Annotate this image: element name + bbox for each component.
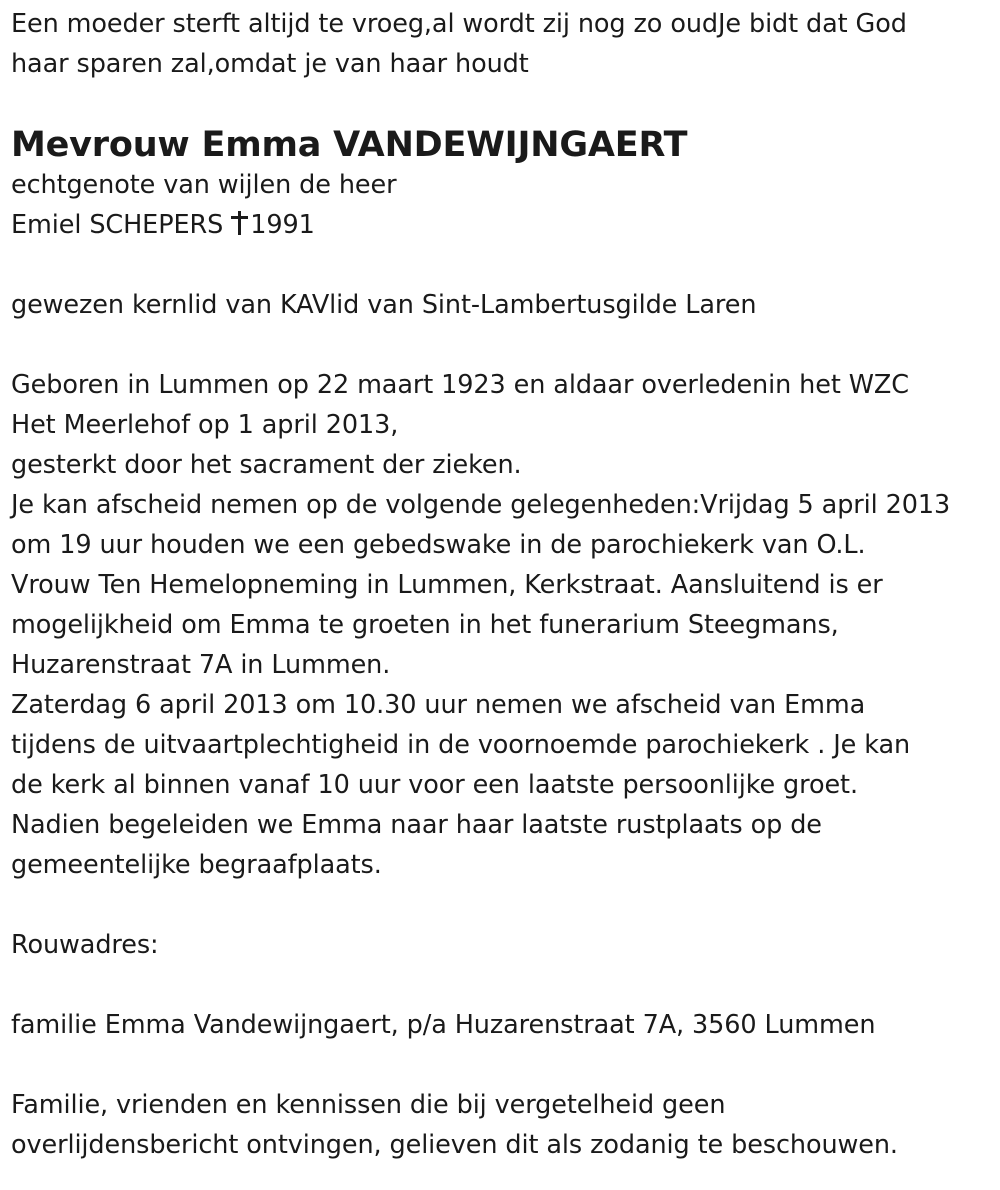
body-paragraph <box>11 365 991 885</box>
closing-line: overlijdensbericht ontvingen, gelieven dit als zodanig te beschouwen. <box>11 1130 898 1160</box>
address-text: familie Emma Vandewijngaert, p/a Huzarenstraat 7A, 3560 Lummen <box>11 1010 876 1040</box>
body-line: Nadien begeleiden we Emma naar haar laatste rustplaats op de <box>11 810 822 840</box>
body-line: Vrouw Ten Hemelopneming in Lummen, Kerkstraat. Aansluitend is er <box>11 570 883 600</box>
body-line: Het Meerlehof op 1 april 2013, <box>11 410 399 440</box>
spacer <box>11 325 991 365</box>
body-line: Je kan afscheid nemen op de volgende gelegenheden:Vrijdag 5 april 2013 <box>11 490 951 520</box>
body-line: om 19 uur houden we een gebedswake in de parochiekerk van O.L. <box>11 530 866 560</box>
obituary-notice <box>11 4 991 1165</box>
body-line: gemeentelijke begraafplaats. <box>11 850 382 880</box>
body-line: tijdens de uitvaartplechtigheid in de voornoemde parochiekerk . Je kan <box>11 730 911 760</box>
cross-icon <box>231 211 248 235</box>
address-label: Rouwadres: <box>11 930 159 960</box>
spouse-name: Emiel SCHEPERS <box>11 210 224 240</box>
body-line: mogelijkheid om Emma te groeten in het funerarium Steegmans, <box>11 610 839 640</box>
motto-line: Een moeder sterft altijd te vroeg,al wordt zij nog zo oudJe bidt dat God <box>11 9 907 39</box>
spacer <box>11 1045 991 1085</box>
spouse-line <box>11 205 991 245</box>
body-line: Geboren in Lummen op 22 maart 1923 en aldaar overledenin het WZC <box>11 370 909 400</box>
body-line: Zaterdag 6 april 2013 om 10.30 uur nemen we afscheid van Emma <box>11 690 866 720</box>
deceased-name: Mevrouw Emma VANDEWIJNGAERT <box>11 125 688 165</box>
spacer <box>11 245 991 285</box>
body-line: Huzarenstraat 7A in Lummen. <box>11 650 391 680</box>
relation-text: echtgenote van wijlen de heer <box>11 170 397 200</box>
spouse-death-year: 1991 <box>250 210 315 240</box>
spacer <box>11 965 991 1005</box>
body-line: gesterkt door het sacrament der zieken. <box>11 450 522 480</box>
closing-line: Familie, vrienden en kennissen die bij vergetelheid geen <box>11 1090 726 1120</box>
motto-line: haar sparen zal,omdat je van haar houdt <box>11 49 529 79</box>
membership-text: gewezen kernlid van KAVlid van Sint-Lambertusgilde Laren <box>11 290 757 320</box>
spacer <box>11 885 991 925</box>
body-line: de kerk al binnen vanaf 10 uur voor een laatste persoonlijke groet. <box>11 770 858 800</box>
